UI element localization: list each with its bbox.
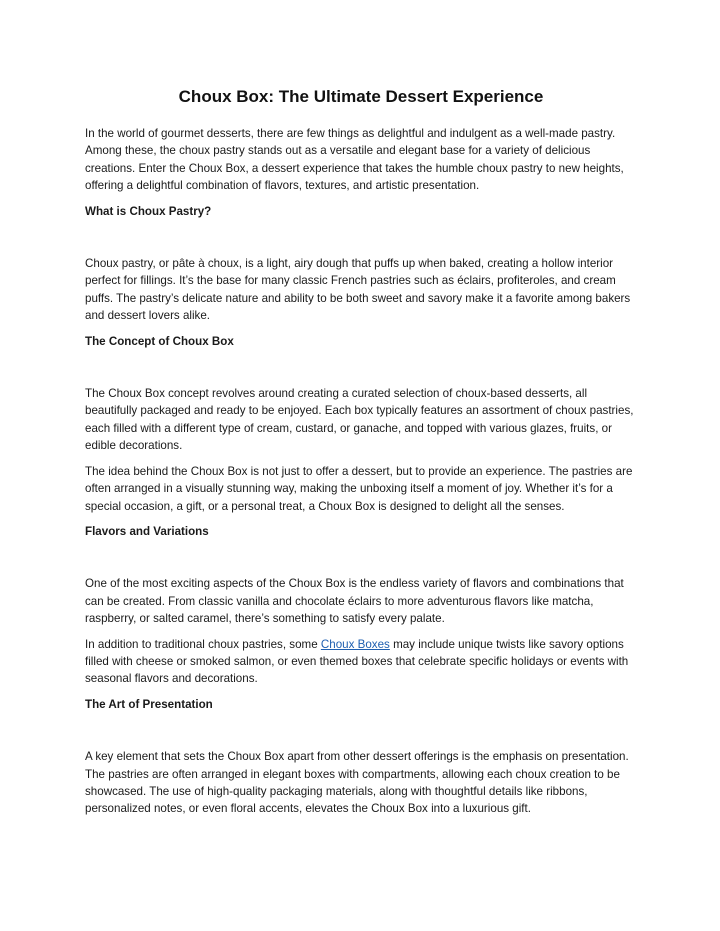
section2-paragraph-1: The Choux Box concept revolves around creating a curated selection of choux-based desserts, all beautifully packaged and ready to be enjoyed. Each box typically features an assortment of choux pastries, each filled with a different type of cream, custard, or ganache, and topped with various glazes, fruits, or edible decorations.: [85, 387, 634, 453]
choux-boxes-link[interactable]: Choux Boxes: [320, 637, 390, 651]
section3-p2-after: may include unique twists like savory options filled with cheese or smoked salmon, or even themed boxes that celebrate specific holidays or events with seasonal flavors and decorations.: [85, 637, 629, 686]
page-title: Choux Box: The Ultimate Dessert Experience: [178, 87, 544, 106]
section1-paragraph-1: Choux pastry, or pâte à choux, is a light, airy dough that puffs up when baked, creating a hollow interior perfect for fillings. It’s the base for many classic French pastries such as éclairs, profiteroles, and cream puffs. The pastry’s delicate nature and ability to be both sweet and savory make it a favorite among bakers and dessert lovers alike.: [85, 257, 631, 323]
document-content: [85, 86, 637, 826]
section3-p2-before: In addition to traditional choux pastries, some: [85, 637, 321, 651]
section-heading-concept: The Concept of Choux Box: [85, 334, 234, 348]
intro-paragraph: In the world of gourmet desserts, there are few things as delightful and indulgent as a well-made pastry. Among these, the choux pastry stands out as a versatile and elegant base for a variety of delicious creations. Enter the Choux Box, a dessert experience that takes the humble choux pastry to new heights, offering a delightful combination of flavors, textures, and artistic presentation.: [85, 127, 624, 193]
section3-paragraph-1: One of the most exciting aspects of the Choux Box is the endless variety of flavors and combinations that can be created. From classic vanilla and chocolate éclairs to more adventurous flavors like matcha, raspberry, or salted caramel, there’s something to satisfy every palate.: [85, 577, 624, 626]
section-heading-presentation: The Art of Presentation: [85, 697, 213, 711]
section2-paragraph-2: The idea behind the Choux Box is not just to offer a dessert, but to provide an experience. The pastries are often arranged in a visually stunning way, making the unboxing itself a moment of joy. Whether it’s for a special occasion, a gift, or a personal treat, a Choux Box is designed to delight all the senses.: [85, 464, 633, 513]
section3-paragraph-2: [85, 636, 637, 688]
section4-paragraph-1: A key element that sets the Choux Box apart from other dessert offerings is the emphasis on presentation. The pastries are often arranged in elegant boxes with compartments, allowing each choux creation to be showcased. The use of high-quality packaging materials, along with thoughtful details like ribbons, personalized notes, or even floral accents, elevates the Choux Box into a luxurious gift.: [85, 750, 629, 816]
section-heading-flavors: Flavors and Variations: [85, 524, 209, 538]
section-heading-what-is-choux: What is Choux Pastry?: [85, 204, 212, 218]
